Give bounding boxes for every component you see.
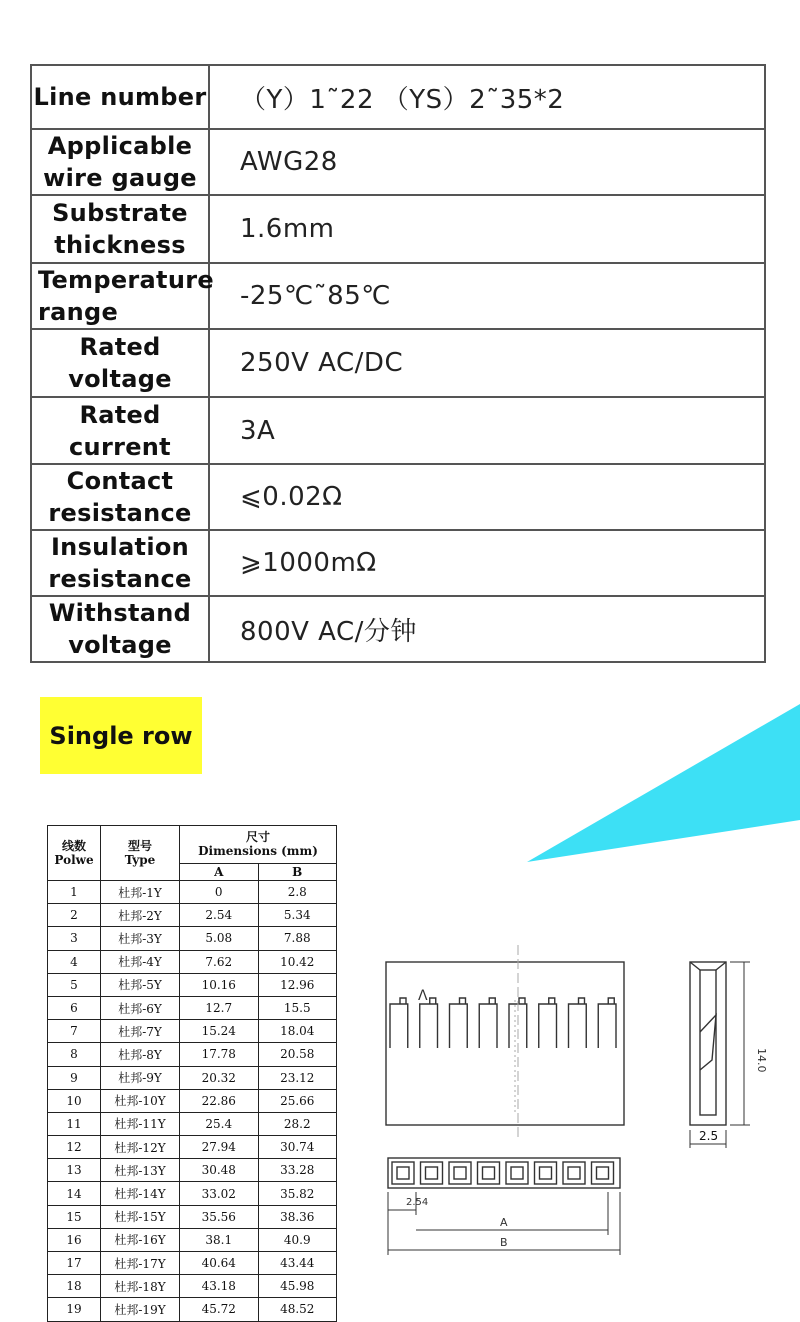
cell-a: 35.56 (180, 1205, 259, 1228)
cell-b: 35.82 (258, 1182, 337, 1205)
cell-poles: 2 (48, 904, 101, 927)
cell-poles: 15 (48, 1205, 101, 1228)
cell-type: 杜邦-10Y (101, 1089, 180, 1112)
cell-poles: 16 (48, 1228, 101, 1251)
cell-b: 10.42 (258, 950, 337, 973)
pin-cell (592, 1162, 614, 1184)
header-poles (48, 826, 101, 881)
cell-a: 33.02 (180, 1182, 259, 1205)
cell-a: 38.1 (180, 1228, 259, 1251)
spec-row (31, 464, 765, 530)
cell-a: 0 (180, 881, 259, 904)
pin-hole (397, 1167, 409, 1179)
pin-cell (449, 1162, 471, 1184)
cell-poles: 10 (48, 1089, 101, 1112)
pin-hole (568, 1167, 580, 1179)
cell-a: 20.32 (180, 1066, 259, 1089)
spec-label: Applicable wire gauge (31, 129, 209, 195)
cell-b: 30.74 (258, 1136, 337, 1159)
cell-a: 43.18 (180, 1275, 259, 1298)
cell-type: 杜邦-1Y (101, 881, 180, 904)
cell-a: 25.4 (180, 1112, 259, 1135)
pin-hole (426, 1167, 438, 1179)
spec-label: Rated voltage (31, 329, 209, 397)
header-poles-cn: 线数 (61, 839, 86, 853)
single-row-badge: Single row (40, 697, 202, 774)
header-dimensions (180, 826, 337, 864)
cell-poles: 7 (48, 1020, 101, 1043)
spec-row (31, 329, 765, 397)
cell-b: 28.2 (258, 1112, 337, 1135)
spec-row (31, 397, 765, 464)
cell-a: 40.64 (180, 1252, 259, 1275)
spec-row (31, 65, 765, 129)
table-row (48, 1066, 337, 1089)
cell-poles: 9 (48, 1066, 101, 1089)
spec-value: ⩾1000mΩ (209, 530, 765, 596)
spec-row (31, 195, 765, 263)
spec-label: Substrate thickness (31, 195, 209, 263)
cell-type: 杜邦-16Y (101, 1228, 180, 1251)
cell-type: 杜邦-9Y (101, 1066, 180, 1089)
pin-hole (540, 1167, 552, 1179)
cell-b: 23.12 (258, 1066, 337, 1089)
cell-type: 杜邦-17Y (101, 1252, 180, 1275)
cell-poles: 8 (48, 1043, 101, 1066)
spec-value: （Y）1˜22 （YS）2˜35*2 (209, 65, 765, 129)
header-dim-en: Dimensions (mm) (198, 844, 318, 859)
cell-type: 杜邦-2Y (101, 904, 180, 927)
front-view-mark: Λ (418, 988, 428, 1004)
table-row (48, 1089, 337, 1112)
cell-type: 杜邦-19Y (101, 1298, 180, 1321)
spec-row (31, 530, 765, 596)
pin-cell (535, 1162, 557, 1184)
front-view (386, 945, 624, 1140)
cell-b: 12.96 (258, 973, 337, 996)
spec-value: 1.6mm (209, 195, 765, 263)
cell-poles: 18 (48, 1275, 101, 1298)
cell-a: 2.54 (180, 904, 259, 927)
cell-a: 7.62 (180, 950, 259, 973)
pin-hole (454, 1167, 466, 1179)
cell-a: 15.24 (180, 1020, 259, 1043)
cell-type: 杜邦-5Y (101, 973, 180, 996)
cell-b: 18.04 (258, 1020, 337, 1043)
spec-row (31, 263, 765, 329)
cell-poles: 4 (48, 950, 101, 973)
cell-a: 12.7 (180, 996, 259, 1019)
cell-b: 2.8 (258, 881, 337, 904)
pin-cell (563, 1162, 585, 1184)
spec-value: 800V AC/分钟 (209, 596, 765, 662)
cell-b: 7.88 (258, 927, 337, 950)
dimension-b-label: B (500, 1236, 508, 1249)
cell-poles: 19 (48, 1298, 101, 1321)
cell-b: 40.9 (258, 1228, 337, 1251)
pitch-dimension: 2.54 (406, 1197, 429, 1208)
cell-a: 5.08 (180, 927, 259, 950)
table-row (48, 927, 337, 950)
pin-hole (483, 1167, 495, 1179)
table-row (48, 1298, 337, 1321)
cell-b: 43.44 (258, 1252, 337, 1275)
spec-value: AWG28 (209, 129, 765, 195)
cell-b: 5.34 (258, 904, 337, 927)
header-b: B (258, 863, 337, 880)
cell-type: 杜邦-15Y (101, 1205, 180, 1228)
spec-label: Line number (31, 65, 209, 129)
table-row (48, 996, 337, 1019)
table-row (48, 1043, 337, 1066)
header-type-cn: 型号 (127, 839, 152, 853)
table-row (48, 1136, 337, 1159)
table-row (48, 1020, 337, 1043)
spec-value: 3A (209, 397, 765, 464)
cell-poles: 13 (48, 1159, 101, 1182)
table-row (48, 973, 337, 996)
pin-cell (478, 1162, 500, 1184)
header-type (101, 826, 180, 881)
cell-b: 20.58 (258, 1043, 337, 1066)
table-row (48, 950, 337, 973)
header-a: A (180, 863, 259, 880)
cell-b: 45.98 (258, 1275, 337, 1298)
cell-b: 15.5 (258, 996, 337, 1019)
cell-type: 杜邦-8Y (101, 1043, 180, 1066)
cell-poles: 11 (48, 1112, 101, 1135)
pin-cell (392, 1162, 414, 1184)
table-row (48, 1159, 337, 1182)
dimensions-body (48, 881, 337, 1322)
cell-type: 杜邦-6Y (101, 996, 180, 1019)
spec-value: -25℃˜85℃ (209, 263, 765, 329)
cell-poles: 1 (48, 881, 101, 904)
dimension-a-label: A (500, 1216, 508, 1229)
header-dim-cn: 尺寸 (245, 830, 270, 845)
spec-value: 250V AC/DC (209, 329, 765, 397)
cell-poles: 14 (48, 1182, 101, 1205)
cell-poles: 6 (48, 996, 101, 1019)
dimensions-table (47, 825, 337, 1322)
width-dimension: 2.5 (699, 1129, 719, 1143)
cell-poles: 5 (48, 973, 101, 996)
cell-type: 杜邦-11Y (101, 1112, 180, 1135)
table-row (48, 1252, 337, 1275)
cell-a: 17.78 (180, 1043, 259, 1066)
cell-type: 杜邦-14Y (101, 1182, 180, 1205)
spec-table (30, 64, 766, 663)
cell-type: 杜邦-12Y (101, 1136, 180, 1159)
header-type-en: Type (124, 853, 156, 867)
cell-type: 杜邦-7Y (101, 1020, 180, 1043)
table-row (48, 881, 337, 904)
cell-type: 杜邦-3Y (101, 927, 180, 950)
cell-b: 48.52 (258, 1298, 337, 1321)
cell-a: 10.16 (180, 973, 259, 996)
cell-b: 33.28 (258, 1159, 337, 1182)
table-row (48, 1275, 337, 1298)
table-row (48, 1228, 337, 1251)
table-row (48, 904, 337, 927)
spec-value: ⩽0.02Ω (209, 464, 765, 530)
cell-type: 杜邦-18Y (101, 1275, 180, 1298)
spec-row (31, 129, 765, 195)
height-dimension: 14.0 (755, 1048, 768, 1073)
cell-a: 30.48 (180, 1159, 259, 1182)
cell-a: 45.72 (180, 1298, 259, 1321)
spec-label: Temperature range (31, 263, 209, 329)
connector-drawing (370, 940, 770, 1270)
cell-a: 22.86 (180, 1089, 259, 1112)
spec-label: Withstand voltage (31, 596, 209, 662)
table-row (48, 1182, 337, 1205)
table-row (48, 1112, 337, 1135)
cell-type: 杜邦-4Y (101, 950, 180, 973)
spec-label: Contact resistance (31, 464, 209, 530)
spec-label: Insulation resistance (31, 530, 209, 596)
pin-hole (597, 1167, 609, 1179)
cell-poles: 17 (48, 1252, 101, 1275)
cell-a: 27.94 (180, 1136, 259, 1159)
spec-label: Rated current (31, 397, 209, 464)
spec-row (31, 596, 765, 662)
header-poles-en: Polwe (54, 853, 94, 867)
cell-poles: 3 (48, 927, 101, 950)
table-row (48, 1205, 337, 1228)
side-view (690, 962, 750, 1148)
cell-poles: 12 (48, 1136, 101, 1159)
cell-b: 25.66 (258, 1089, 337, 1112)
pin-cell (506, 1162, 528, 1184)
cell-b: 38.36 (258, 1205, 337, 1228)
pin-hole (511, 1167, 523, 1179)
pin-cell (421, 1162, 443, 1184)
cell-type: 杜邦-13Y (101, 1159, 180, 1182)
